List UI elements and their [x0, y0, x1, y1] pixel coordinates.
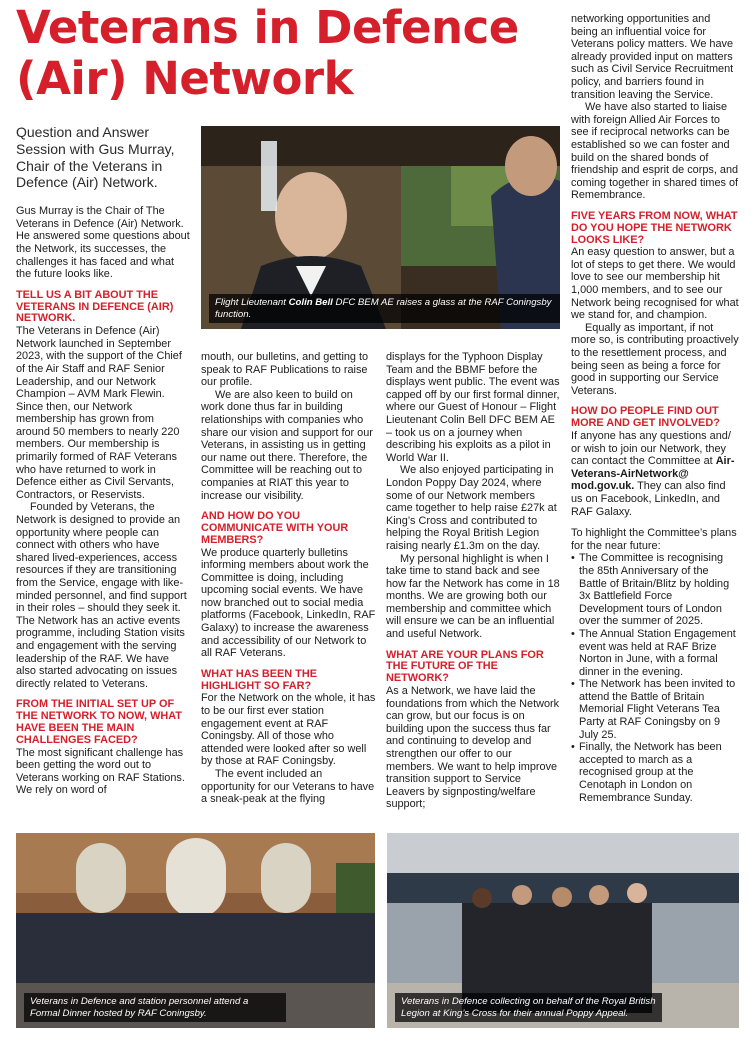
- question-heading: WHAT ARE YOUR PLANS FOR THE FUTURE OF THE NETWORK?: [386, 648, 544, 685]
- photo-formal-dinner: [16, 833, 375, 1028]
- answer-paragraph: We produce quarterly bulletins informing members about work the Committee is doing, including upcoming social events. We have now branched out to social media platforms (Facebook, LinkedIn, RAF Galaxy) to increase the awareness and accessibility of our Network to all RAF Veterans.: [201, 546, 376, 660]
- plans-intro: To highlight the Committee’s plans for the near future:: [571, 527, 737, 552]
- photo-colin-bell-caption: Flight Lieutenant Colin Bell DFC BEM AE raises a glass at the RAF Coningsby function.: [209, 294, 560, 323]
- answer-paragraph: The most significant challenge has been getting the word out to Veterans working on RAF Stations. We rely on word of: [16, 746, 185, 797]
- page-title-line-2: (Air) Network: [16, 52, 354, 105]
- question-heading: AND HOW DO YOU COMMUNICATE WITH YOUR MEMBERS?: [201, 510, 349, 546]
- contact-email-link[interactable]: Air-Veterans-AirNetwork@ mod.gov.uk.: [571, 455, 735, 493]
- plans-list: [571, 552, 739, 804]
- answer-paragraph: If anyone has any questions and/ or wish to join our Network, they can contact the Committee at Air-Veterans-AirNetwork@ mod.gov.uk. They can also find us on Facebook, LinkedIn, and RAF Galaxy.: [571, 430, 735, 518]
- lead-paragraph: Gus Murray is the Chair of The Veterans in Defence (Air) Network. He answered some questions about the Network, its successes, the challenges it has faced and what the future looks like.: [16, 205, 190, 281]
- photo-formal-dinner-caption: Veterans in Defence and station personnel attend a Formal Dinner hosted by RAF Coningsby.: [24, 993, 286, 1022]
- answer-paragraph: We also enjoyed participating in London Poppy Day 2024, where some of our Network members came together to help raise £27k at King’s Cross and contributed to helping the Royal British Legion raising nearly £1.3m on the day.: [386, 464, 557, 552]
- answer-paragraph: Founded by Veterans, the Network is designed to provide an opportunity where people can connect with others who have shared lived-experiences, access resources if they are transitioning from the Service, engage with like-minded personnel, and find support in their roles – should they seek it. The Network has an active events programme, including Station visits and engagement with the serving leadership of the RAF. We have also started advocating on issues directly related to Veterans.: [16, 501, 187, 690]
- photo-colin-bell: [201, 126, 560, 329]
- question-heading: HOW DO PEOPLE FIND OUT MORE AND GET INVOLVED?: [571, 405, 720, 430]
- photo-poppy-appeal: [387, 833, 739, 1028]
- column-4: [571, 13, 739, 804]
- page-title: [16, 2, 576, 104]
- answer-paragraph: The event included an opportunity for our Veterans to have a sneak-peak at the flying: [201, 768, 375, 806]
- answer-paragraph: The Veterans in Defence (Air) Network launched in September 2023, with the support of the Chief of the Air Staff and RAF Senior Leadership, and our Network Champion – AVM Mark Flewin. Since then, our Network membership has grown from around 50 members to nearly 220 members. Our membership is primarily formed of RAF Veterans who have returned to work in Defence either as Civil Servants, Contractors, or Reservists.: [16, 325, 182, 501]
- plans-list-item: • The Network has been invited to attend the Battle of Britain Memorial Flight Veterans Tea Party at RAF Coningsby on 9 July 25.: [571, 678, 739, 741]
- page-title-line-1: Veterans in Defence: [16, 1, 519, 54]
- answer-paragraph: mouth, our bulletins, and getting to speak to RAF Publications to raise our profile.: [201, 351, 369, 389]
- column-1: [16, 124, 190, 797]
- answer-paragraph: An easy question to answer, but a lot of steps to get there. We would love to see our membership hit 1,000 members, and to see our Network being recognised for what we stand for, and champion.: [571, 246, 739, 322]
- intro-text: Question and Answer Session with Gus Murray, Chair of the Veterans in Defence (Air) Network.: [16, 124, 175, 191]
- plans-list-item: • The Committee is recognising the 85th Anniversary of the Battle of Britain/Blitz by holding 3x Battlefield Force Development tours of London over the summer of 2025.: [571, 552, 739, 628]
- column-3: [386, 351, 561, 811]
- answer-paragraph: As a Network, we have laid the foundations from which the Network can grow, but our focus is on building upon the success thus far and continuing to develop and strengthen our offer to our members. We want to help improve transition support to Service Leavers by signposting/welfare support;: [386, 685, 560, 811]
- answer-paragraph: My personal highlight is when I take time to stand back and see how far the Network has come in 18 months. We are growing both our membership and committee which will ensure we can be an influential and useful Network.: [386, 552, 560, 641]
- question-heading: FROM THE INITIAL SET UP OF THE NETWORK TO NOW, WHAT HAVE BEEN THE MAIN CHALLENGES FACED?: [16, 698, 182, 746]
- answer-paragraph: We have also started to liaise with foreign Allied Air Forces to see if reciprocal networks can be established so we can foster and build on the shared bonds of friendship and esprit de corps, and coming together in shared times of Remembrance.: [571, 101, 739, 202]
- answer-paragraph: For the Network on the whole, it has to be our first ever station engagement event at RAF Coningsby. All of those who attended were looked after so well by those at RAF Coningsby.: [201, 692, 376, 768]
- answer-paragraph: networking opportunities and being an influential voice for Veterans policy matters. We have already provided input on matters such as Civil Service Recruitment policy, and barriers found in transition leaving the Service.: [571, 13, 734, 101]
- answer-paragraph: We are also keen to build on work done thus far in building relationships with companies who share our vision and support for our Veterans, in assisting us in getting our name out there. Therefore, the Committee will be reaching out to companies at RIAT this year to increase our visibility.: [201, 388, 373, 502]
- plans-list-item: • The Annual Station Engagement event was held at RAF Brize Norton in June, with a formal dinner in the evening.: [571, 628, 739, 678]
- answer-paragraph: Equally as important, if not more so, is contributing proactively to the resettlement process, and being seen as being a force for good in supporting our Service Veterans.: [571, 321, 739, 397]
- plans-list-item: • Finally, the Network has been accepted to march as a recognised group at the Cenotaph in London on Remembrance Sunday.: [571, 741, 739, 804]
- column-2: [201, 351, 376, 806]
- question-heading: TELL US A BIT ABOUT THE VETERANS IN DEFENCE (AIR) NETWORK.: [16, 288, 174, 325]
- question-heading: FIVE YEARS FROM NOW, WHAT DO YOU HOPE THE NETWORK LOOKS LIKE?: [571, 209, 738, 246]
- question-heading: WHAT HAS BEEN THE HIGHLIGHT SO FAR?: [201, 667, 317, 692]
- photo-poppy-appeal-caption: Veterans in Defence collecting on behalf of the Royal British Legion at King’s Cross for their annual Poppy Appeal.: [395, 993, 662, 1022]
- answer-paragraph: displays for the Typhoon Display Team and the BBMF before the displays went public. The event was capped off by our first formal dinner, where our Guest of Honour – Flight Lieutenant Colin Bell DFC BEM AE – took us on a journey when describing his exploits as a pilot in World War II.: [386, 351, 560, 464]
